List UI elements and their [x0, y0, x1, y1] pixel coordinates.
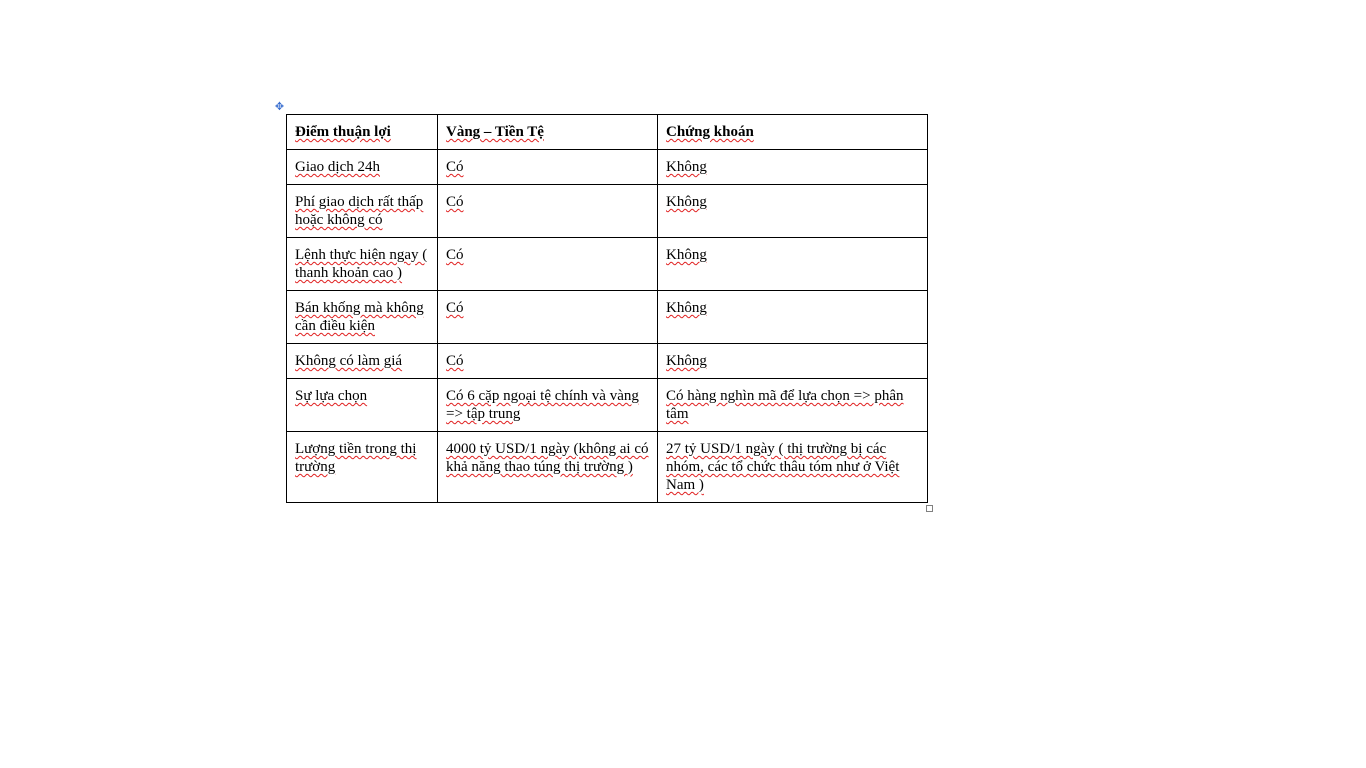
table-cell[interactable]	[438, 379, 658, 432]
table-cell[interactable]	[287, 379, 438, 432]
table-cell[interactable]	[658, 238, 928, 291]
header-cell[interactable]	[438, 115, 658, 150]
table-move-icon[interactable]: ✥	[274, 100, 285, 113]
comparison-table	[286, 114, 928, 503]
cell-text: Không có làm giá	[295, 353, 403, 369]
table-cell[interactable]	[658, 291, 928, 344]
table-cell[interactable]	[287, 432, 438, 503]
cell-text: Có	[446, 300, 464, 316]
cell-text: Sự lựa chọn	[295, 388, 368, 404]
table-cell[interactable]	[438, 432, 658, 503]
table-row	[287, 344, 928, 379]
cell-text: Lượng tiền trong thị trường	[295, 441, 417, 475]
table-cell[interactable]	[658, 379, 928, 432]
cell-text: Không	[666, 353, 707, 369]
cell-text: Giao dịch 24h	[295, 159, 380, 175]
header-advantage: Điểm thuận lợi	[295, 124, 391, 140]
cell-text: Phí giao dịch rất thấp hoặc không có	[295, 194, 424, 228]
cell-text: Không	[666, 300, 707, 316]
cell-text: Có hàng nghìn mã để lựa chọn => phân tâm	[666, 388, 904, 422]
header-cell[interactable]	[287, 115, 438, 150]
table-row	[287, 432, 928, 503]
header-gold-currency: Vàng – Tiền Tệ	[446, 124, 544, 140]
table-cell[interactable]	[287, 185, 438, 238]
table-row	[287, 291, 928, 344]
cell-text: Không	[666, 247, 707, 263]
table-row	[287, 379, 928, 432]
cell-text: Không	[666, 194, 707, 210]
table-cell[interactable]	[438, 185, 658, 238]
table-cell[interactable]	[287, 238, 438, 291]
table-header-row	[287, 115, 928, 150]
cell-text: Có	[446, 194, 464, 210]
cell-text: Bán khống mà không cần điều kiện	[295, 300, 424, 334]
cell-text: Không	[666, 159, 707, 175]
table-cell[interactable]	[658, 432, 928, 503]
table-resize-icon[interactable]	[926, 505, 933, 512]
table-row	[287, 238, 928, 291]
table-cell[interactable]	[658, 344, 928, 379]
table-row	[287, 185, 928, 238]
cell-text: Có	[446, 353, 464, 369]
cell-text: Có	[446, 247, 464, 263]
table-cell[interactable]	[287, 150, 438, 185]
cell-text: Có 6 cặp ngoại tệ chính và vàng => tập trung	[446, 388, 639, 422]
header-cell[interactable]	[658, 115, 928, 150]
table-cell[interactable]	[658, 185, 928, 238]
header-securities: Chứng khoán	[666, 124, 754, 140]
cell-text: Có	[446, 159, 464, 175]
table-cell[interactable]	[438, 150, 658, 185]
table-cell[interactable]	[287, 291, 438, 344]
cell-text: 27 tỷ USD/1 ngày ( thị trường bị các nhóm, các tổ chức thâu tóm như ở Việt Nam )	[666, 441, 900, 493]
cell-text: Lệnh thực hiện ngay ( thanh khoản cao )	[295, 247, 428, 281]
table-cell[interactable]	[287, 344, 438, 379]
table-row	[287, 150, 928, 185]
table-cell[interactable]	[438, 344, 658, 379]
table-cell[interactable]	[658, 150, 928, 185]
table-cell[interactable]	[438, 238, 658, 291]
table-cell[interactable]	[438, 291, 658, 344]
cell-text: 4000 tỷ USD/1 ngày (không ai có khả năng thao túng thị trường )	[446, 441, 649, 475]
